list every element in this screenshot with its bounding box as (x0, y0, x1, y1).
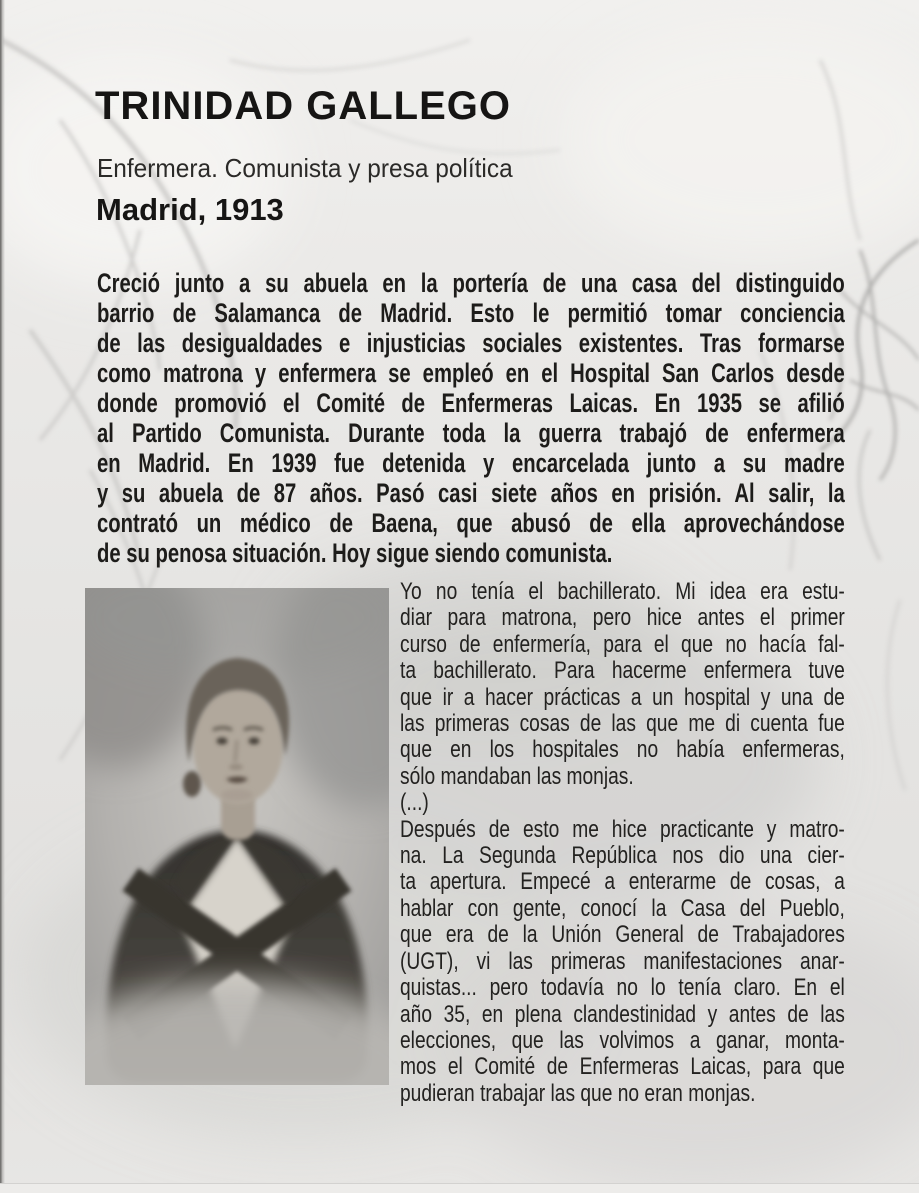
text-line: diar para matrona, pero hice antes el primer (400, 604, 845, 632)
text-line: Después de esto me hice practicante y matro- (400, 815, 845, 843)
text-line: Yo no tenía el bachillerato. Mi idea era estu- (400, 578, 845, 605)
text-line: que en los hospitales no había enfermeras, (400, 736, 845, 764)
text-line: sólo mandaban las monjas. (400, 762, 634, 790)
text-line: contrató un médico de Baena, que abusó de ella aprovechándose (97, 508, 845, 538)
text-line: que ir a hacer prácticas a un hospital y una de (400, 683, 845, 711)
text-line: mos el Comité de Enfermeras Laicas, para que (400, 1053, 845, 1081)
text-line: en Madrid. En 1939 fue detenida y encarcelada junto a su madre (97, 448, 845, 478)
text-line: que era de la Unión General de Trabajadores (400, 921, 845, 949)
text-line: curso de enfermería, para el que no hacía fal- (400, 630, 845, 658)
text-line: hablar con gente, conocí la Casa del Pueblo, (400, 894, 845, 922)
place-and-year: Madrid, 1913 (96, 192, 284, 227)
text-line: y su abuela de 87 años. Pasó casi siete años en prisión. Al salir, la (97, 478, 845, 508)
text-line: de las desigualdades e injusticias sociales existentes. Tras formarse (97, 328, 845, 358)
text-line: al Partido Comunista. Durante toda la guerra trabajó de enfermera (97, 418, 845, 448)
text-line: quistas... pero todavía no lo tenía claro. En el (400, 974, 845, 1002)
intro-paragraph (97, 268, 845, 568)
text-line: Creció junto a su abuela en la portería de una casa del distinguido (97, 268, 845, 298)
subtitle: Enfermera. Comunista y presa política (97, 153, 513, 183)
testimony-quote (400, 579, 845, 1107)
text-line: ta bachillerato. Para hacerme enfermera tuve (400, 657, 845, 685)
page-left-edge-shadow (0, 0, 5, 1193)
text-line: elecciones, que las volvimos a ganar, monta- (400, 1026, 845, 1054)
text-line: las primeras cosas de las que me di cuenta fue (400, 710, 845, 738)
text-line: de su penosa situación. Hoy sigue siendo comunista. (97, 538, 613, 568)
page-bottom-edge (0, 1183, 919, 1193)
text-line: na. La Segunda República nos dio una cier- (400, 842, 845, 870)
text-line: como matrona y enfermera se empleó en el Hospital San Carlos desde (97, 358, 845, 388)
portrait-photo (85, 588, 389, 1085)
text-line: (UGT), vi las primeras manifestaciones anar- (400, 947, 845, 975)
text-line: ta apertura. Empecé a enterarme de cosas, a (400, 868, 845, 896)
text-line: (...) (400, 789, 429, 817)
text-line: año 35, en plena clandestinidad y antes de las (400, 1000, 845, 1028)
portrait-illustration (85, 588, 389, 1085)
text-line: donde promovió el Comité de Enfermeras Laicas. En 1935 se afilió (97, 388, 845, 418)
page-title: TRINIDAD GALLEGO (95, 84, 511, 128)
text-line: pudieran trabajar las que no eran monjas. (400, 1079, 756, 1107)
text-line: barrio de Salamanca de Madrid. Esto le permitió tomar conciencia (97, 298, 845, 328)
